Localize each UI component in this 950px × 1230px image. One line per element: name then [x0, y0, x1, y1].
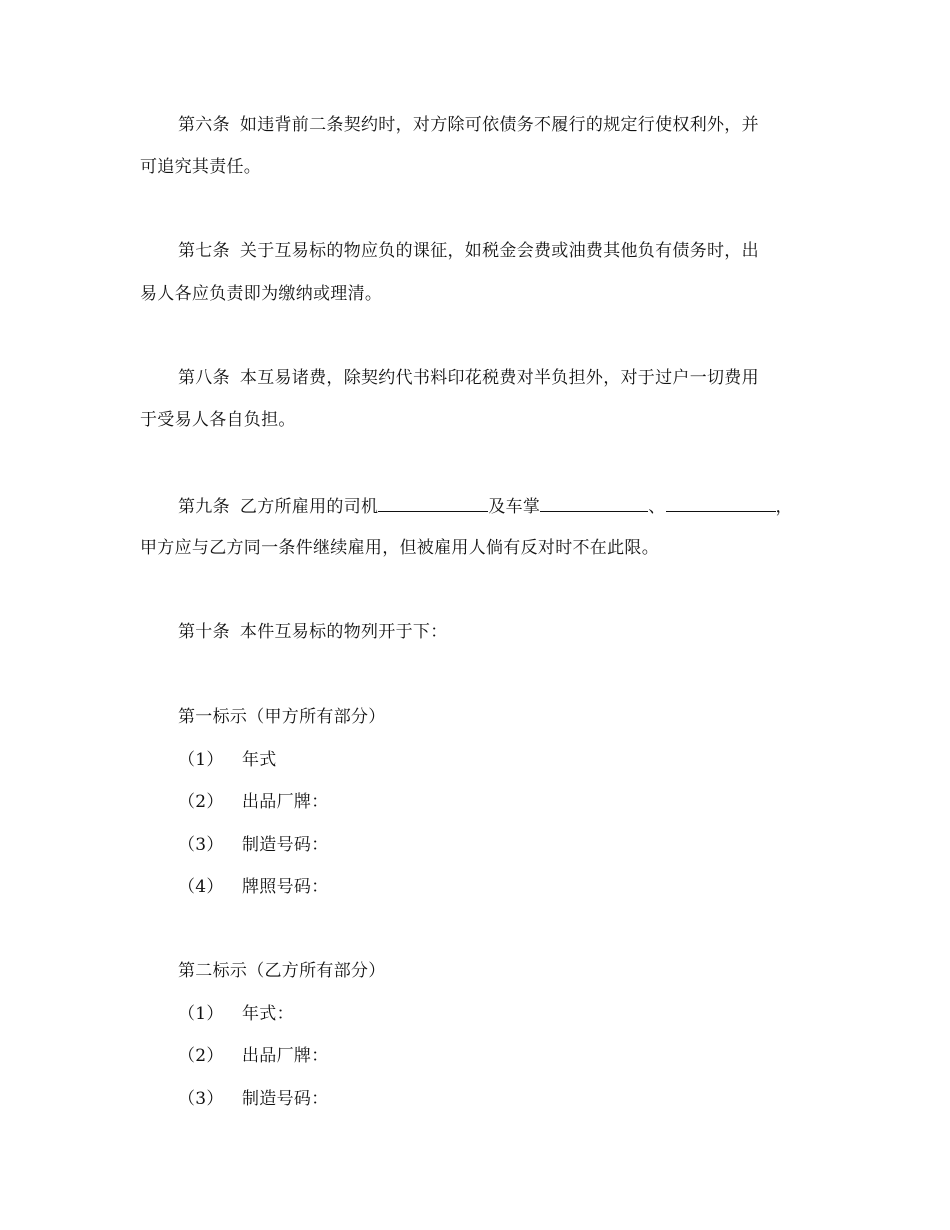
article-6-text: 如违背前二条契约时，对方除可依债务不履行的规定行使权利外，并	[239, 115, 759, 135]
article-9-text-b: 及车掌	[488, 497, 541, 517]
article-6-line-2: 可追究其责任。	[140, 157, 262, 177]
article-9-line-1	[178, 494, 793, 518]
article-10-text: 本件互易标的物列开于下：	[239, 622, 448, 642]
article-9-sep-1: 、	[648, 497, 666, 517]
schedule-2-item	[178, 1003, 294, 1025]
article-8-line-2: 于受易人各自负担。	[140, 410, 296, 430]
item-text: 年式	[242, 750, 277, 770]
article-7-label: 第七条	[178, 241, 230, 261]
article-9-sep-2: ，	[775, 497, 793, 517]
schedule-1-title: 第一标示（甲方所有部分）	[178, 707, 386, 727]
article-10-line-1	[178, 621, 448, 643]
schedule-1-item	[178, 791, 329, 813]
article-7-text: 关于互易标的物应负的课征，如税金会费或油费其他负有债务时，出	[239, 241, 759, 261]
article-7-line-2: 易人各应负责即为缴纳或理清。	[140, 284, 383, 304]
article-8-line-1	[178, 367, 759, 389]
item-number: （2）	[178, 792, 224, 812]
article-8-label: 第八条	[178, 368, 230, 388]
article-9-text-a: 乙方所雇用的司机	[239, 497, 379, 517]
schedule-1-item	[178, 834, 329, 856]
article-8-text: 本互易诸费，除契约代书料印花税费对半负担外，对于过户一切费用	[239, 368, 759, 388]
article-9-line-2: 甲方应与乙方同一条件继续雇用，但被雇用人倘有反对时不在此限。	[140, 538, 659, 558]
item-number: （2）	[178, 1046, 224, 1066]
driver-name-blank[interactable]	[378, 494, 488, 512]
item-number: （3）	[178, 1089, 224, 1109]
schedule-2-title: 第二标示（乙方所有部分）	[178, 961, 386, 981]
item-text: 出品厂牌：	[242, 1046, 329, 1066]
schedule-2-item	[178, 1045, 329, 1067]
schedule-2-item	[178, 1088, 329, 1110]
item-text: 出品厂牌：	[242, 792, 329, 812]
item-number: （1）	[178, 1004, 224, 1024]
item-text: 制造号码：	[242, 1089, 329, 1109]
item-text: 牌照号码：	[242, 877, 329, 897]
item-number: （3）	[178, 835, 224, 855]
article-6-label: 第六条	[178, 115, 230, 135]
item-text: 年式：	[242, 1004, 294, 1024]
article-9-label: 第九条	[178, 497, 230, 517]
item-number: （1）	[178, 750, 224, 770]
item-text: 制造号码：	[242, 835, 329, 855]
schedule-1-item	[178, 876, 329, 898]
article-7-line-1	[178, 240, 759, 262]
conductor-name-blank-1[interactable]	[540, 494, 648, 512]
article-10-label: 第十条	[178, 622, 230, 642]
item-number: （4）	[178, 877, 224, 897]
schedule-1-item	[178, 749, 277, 771]
article-6-line-1	[178, 114, 759, 136]
conductor-name-blank-2[interactable]	[666, 494, 776, 512]
